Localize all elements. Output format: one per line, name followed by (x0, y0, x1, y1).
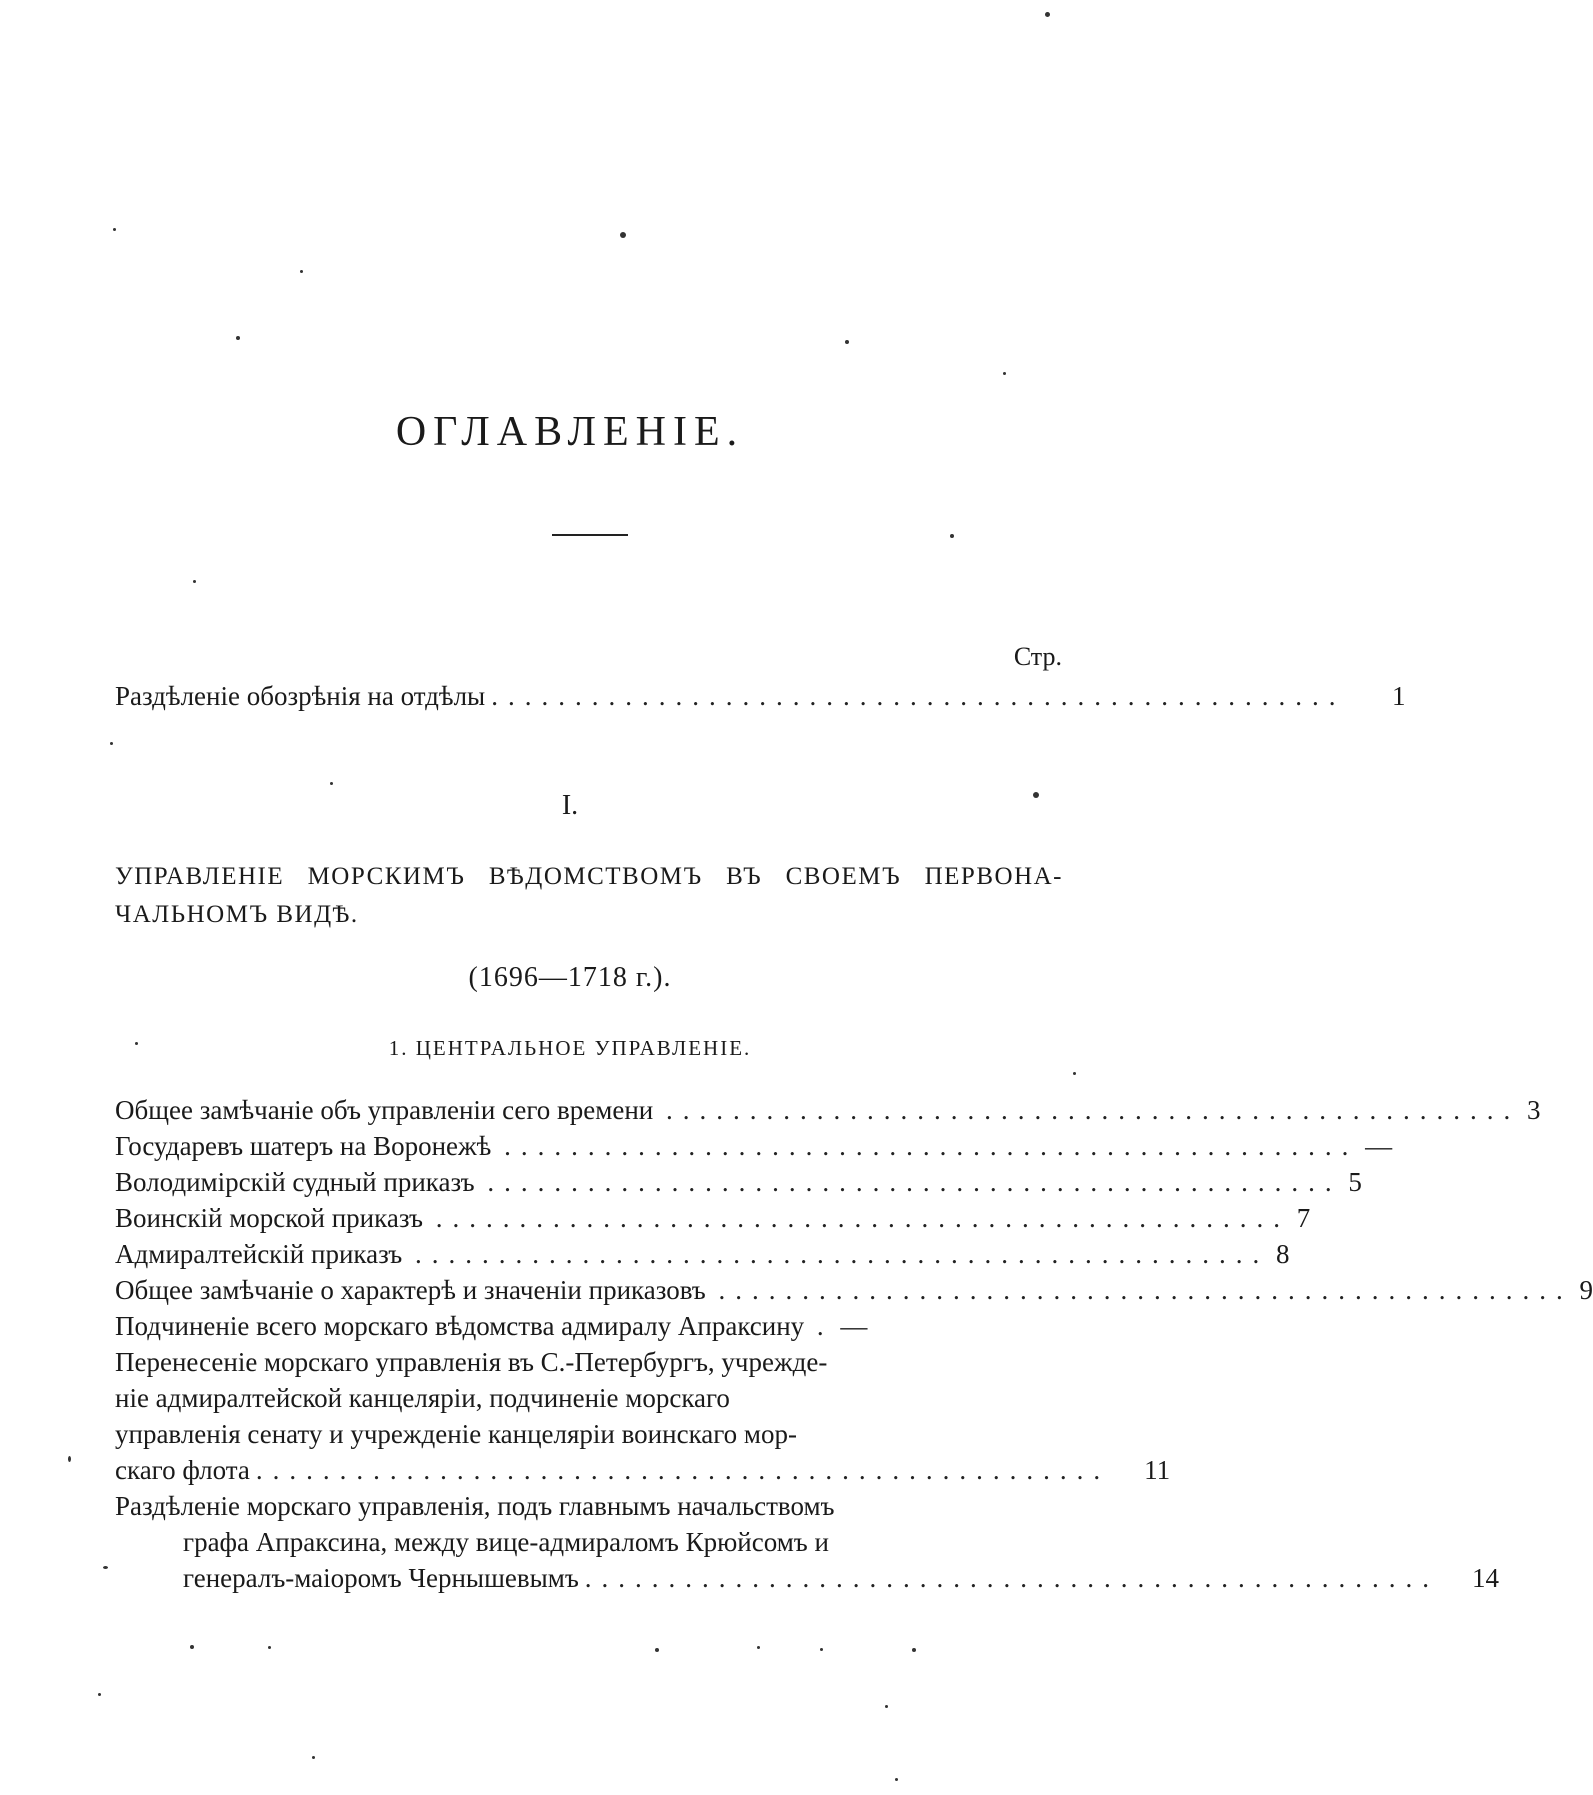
scan-speck (268, 1646, 271, 1649)
scan-speck (820, 1648, 823, 1651)
entry-text: Общее замѣчаніе объ управленіи сего времени (115, 1095, 654, 1125)
chapter-title: 1. ЦЕНТРАЛЬНОЕ УПРАВЛЕНІЕ. (388, 1036, 752, 1060)
toc-entry-long (115, 1488, 1500, 1596)
entry-page: — (1365, 1131, 1393, 1161)
entry-text: Общее замѣчаніе о характерѣ и значеніи приказовъ (115, 1275, 706, 1305)
scan-speck (236, 336, 240, 340)
entry-page: 7 (1296, 1203, 1311, 1233)
page-column-label: Стр. (1013, 642, 1062, 671)
entry-page: 14 (1472, 1563, 1500, 1593)
entry-line: Раздѣленіе морскаго управленія, подъ главнымъ начальствомъ (115, 1491, 835, 1521)
dot-leader: ................................................... (504, 1131, 1359, 1161)
toc-entry (115, 1128, 1393, 1164)
entry-page: 5 (1348, 1167, 1362, 1197)
scan-speck (330, 782, 333, 785)
entry-page: 9 (1579, 1275, 1593, 1305)
scan-speck (912, 1648, 916, 1652)
entry-line: управленія сенату и учрежденіе канцеляріи воинскаго мор- (115, 1419, 797, 1449)
entry-text: Государевъ шатеръ на Воронежѣ (115, 1131, 492, 1161)
intro-entry (115, 678, 1406, 714)
scan-speck (895, 1778, 898, 1781)
scan-speck (757, 1646, 760, 1649)
entry-text: Адмиралтейскій приказъ (115, 1239, 403, 1269)
scan-speck (113, 228, 116, 231)
scan-speck (1033, 792, 1039, 798)
part-title: УПРАВЛЕНІЕ МОРСКИМЪ ВѢДОМСТВОМЪ ВЪ СВОЕМЪ ПЕРВОНА-ЧАЛЬНОМЪ ВИДѢ. (115, 863, 1063, 928)
toc-entry (115, 1236, 1290, 1272)
entry-page: 8 (1276, 1239, 1290, 1269)
entry-text: Подчиненіе всего морскаго вѣдомства адмиралу Апраксину (115, 1311, 805, 1341)
entry-line: ніе адмиралтейской канцеляріи, подчиненіе морскаго (115, 1383, 730, 1413)
scan-speck (68, 1456, 71, 1462)
scan-speck (193, 580, 196, 583)
entry-text: генералъ-маіоромъ Чернышевымъ (183, 1563, 579, 1593)
dot-leader: ................................................... (435, 1203, 1290, 1233)
dot-leader: ................................................... (666, 1095, 1521, 1125)
entry-page: 11 (1144, 1455, 1171, 1485)
scan-speck (98, 1693, 101, 1696)
scan-speck (312, 1756, 315, 1759)
dot-leader: ................................................... (584, 1563, 1440, 1593)
part-years: (1696—1718 г.). (468, 962, 672, 993)
toc-entry (115, 1272, 1593, 1308)
toc-list (115, 1092, 1593, 1596)
scan-speck (845, 340, 849, 344)
scan-speck (1045, 12, 1050, 17)
dot-leader: ................................................... (718, 1275, 1573, 1305)
entry-page: — (840, 1311, 868, 1341)
toc-entry (115, 1164, 1362, 1200)
entry-line: графа Апраксина, между вице-адмираломъ Крюйсомъ и (183, 1527, 829, 1557)
dot-leader: ................................................... (415, 1239, 1270, 1269)
entry-text: скаго флота (115, 1455, 250, 1485)
scan-speck (135, 1042, 138, 1045)
part-number: I. (561, 790, 579, 821)
scan-speck (190, 1645, 194, 1649)
title-rule (552, 534, 628, 536)
dot-leader: . (816, 1311, 834, 1341)
entry-text: Воинскій морской приказъ (115, 1203, 423, 1233)
scan-speck (655, 1648, 659, 1652)
entry-text: Володимірскій судный приказъ (115, 1167, 475, 1197)
dot-leader: ................................................... (487, 1167, 1342, 1197)
dot-leader: ................................................... (491, 681, 1346, 711)
page-title: ОГЛАВЛЕНІЕ. (395, 409, 745, 455)
scan-speck (620, 232, 626, 238)
toc-entry (115, 1200, 1311, 1236)
entry-page: 3 (1527, 1095, 1541, 1125)
toc-entry (115, 1308, 1063, 1344)
scan-speck (885, 1705, 888, 1708)
toc-entry-long (115, 1344, 1171, 1488)
scan-speck (300, 270, 303, 273)
scan-speck (950, 534, 954, 538)
entry-page: 1 (1391, 681, 1406, 711)
scan-speck (1073, 1072, 1076, 1075)
scan-speck (110, 742, 113, 745)
entry-line: Перенесеніе морскаго управленія въ С.-Петербургъ, учрежде- (115, 1347, 828, 1377)
entry-text: Раздѣленіе обозрѣнія на отдѣлы (115, 681, 486, 711)
dot-leader: ................................................... (255, 1455, 1111, 1485)
scan-speck (103, 1566, 108, 1569)
toc-entry (115, 1092, 1541, 1128)
scan-speck (1003, 372, 1006, 375)
